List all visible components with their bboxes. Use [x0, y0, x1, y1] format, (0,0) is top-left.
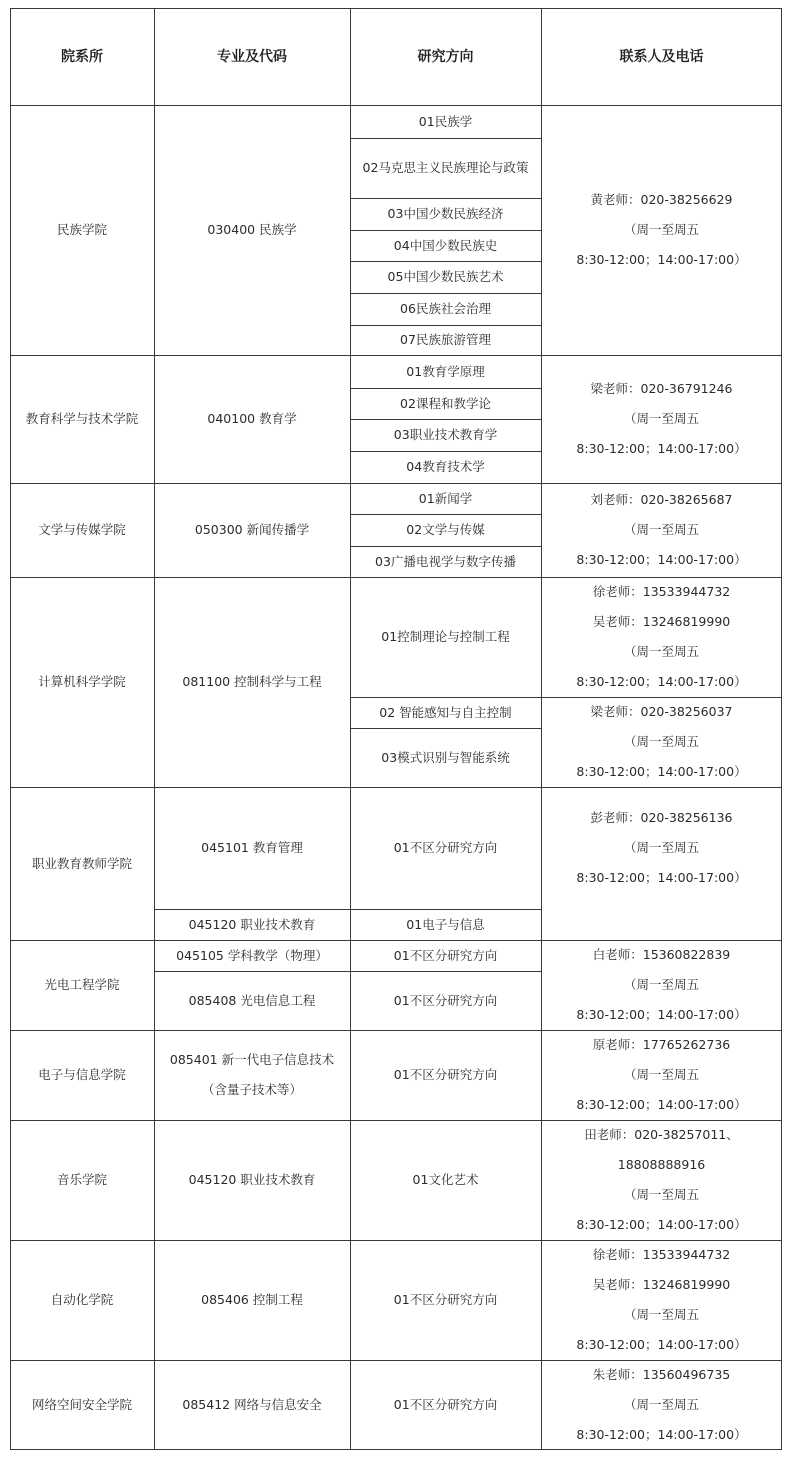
research-direction: 02 智能感知与自主控制 — [379, 704, 512, 720]
contact-line: 8:30-12:00；14:00-17:00） — [576, 252, 747, 267]
research-direction: 01电子与信息 — [406, 916, 485, 932]
research-direction: 07民族旅游管理 — [400, 332, 491, 347]
contact-line: 朱老师：13560496735 — [592, 1367, 731, 1382]
contact-info — [541, 483, 782, 577]
contact-line: 梁老师：020-38256037 — [590, 704, 733, 719]
college-name: 光电工程学院 — [44, 977, 120, 992]
contact-line: 吴老师：13246819990 — [592, 614, 731, 629]
college-name: 教育科学与技术学院 — [25, 411, 139, 426]
research-direction: 03广播电视学与数字传播 — [375, 553, 516, 569]
research-direction: 01不区分研究方向 — [393, 992, 498, 1008]
contact-line: 8:30-12:00；14:00-17:00） — [576, 764, 747, 779]
contact-line: （周一至周五 — [623, 411, 699, 426]
college-name: 计算机科学学院 — [38, 674, 126, 689]
contact-line: 8:30-12:00；14:00-17:00） — [576, 1097, 747, 1112]
contact-line: 原老师：17765262736 — [592, 1037, 731, 1052]
contact-line: （周一至周五 — [623, 522, 699, 537]
contact-line: 8:30-12:00；14:00-17:00） — [576, 552, 747, 567]
contact-line: （周一至周五 — [623, 840, 699, 855]
college-name: 电子与信息学院 — [38, 1067, 126, 1082]
contact-line: （周一至周五 — [623, 644, 699, 659]
major-code-name: 085412 网络与信息安全 — [182, 1397, 322, 1412]
contact-line: 8:30-12:00；14:00-17:00） — [576, 1337, 747, 1352]
header-major: 专业及代码 — [217, 48, 287, 65]
major-code-name: 085406 控制工程 — [201, 1292, 303, 1307]
research-direction: 01民族学 — [418, 113, 473, 129]
major-code-name: 045120 职业技术教育 — [188, 916, 316, 932]
contact-line: 田老师：020-38257011、 — [584, 1127, 739, 1142]
research-direction: 04中国少数民族史 — [393, 237, 498, 253]
contact-info — [541, 1360, 782, 1450]
contact-line: 徐老师：13533944732 — [592, 1247, 731, 1262]
research-direction: 03职业技术教育学 — [393, 427, 498, 442]
college-name: 音乐学院 — [56, 1172, 107, 1187]
research-direction: 01教育学原理 — [406, 363, 485, 379]
contact-line: 梁老师：020-36791246 — [590, 381, 733, 396]
contact-line: 刘老师：020-38265687 — [590, 492, 733, 507]
contact-info — [541, 787, 782, 909]
major-code-name: 050300 新闻传播学 — [194, 522, 310, 537]
research-direction: 01不区分研究方向 — [393, 1397, 498, 1412]
research-direction: 01控制理论与控制工程 — [381, 629, 510, 644]
research-direction: 01不区分研究方向 — [393, 840, 498, 855]
contact-info — [541, 697, 782, 787]
contact-line: （周一至周五 — [623, 734, 699, 749]
contact-line: （周一至周五 — [623, 222, 699, 237]
header-college: 院系所 — [61, 48, 103, 65]
college-name: 网络空间安全学院 — [31, 1397, 132, 1412]
contact-line: 8:30-12:00；14:00-17:00） — [576, 1217, 747, 1232]
contact-line: 吴老师：13246819990 — [592, 1277, 731, 1292]
contact-line: 18808888916 — [617, 1157, 706, 1172]
contact-info — [541, 355, 782, 483]
contact-line: 8:30-12:00；14:00-17:00） — [576, 674, 747, 689]
research-direction: 03中国少数民族经济 — [387, 206, 504, 221]
contact-info — [541, 1240, 782, 1360]
contact-line: 徐老师：13533944732 — [592, 584, 731, 599]
college-name: 自动化学院 — [50, 1292, 114, 1307]
research-direction: 05中国少数民族艺术 — [387, 269, 504, 284]
research-direction: 03模式识别与智能系统 — [381, 749, 510, 765]
major-code-name: 045101 教育管理 — [201, 840, 303, 855]
college-name: 文学与传媒学院 — [38, 522, 126, 537]
contact-line: （周一至周五 — [623, 1187, 699, 1202]
research-direction: 06民族社会治理 — [400, 301, 491, 316]
header-contact: 联系人及电话 — [619, 48, 704, 65]
contact-line: （周一至周五 — [623, 977, 699, 992]
contact-line: （周一至周五 — [623, 1067, 699, 1082]
contact-info — [541, 577, 782, 697]
research-direction: 01不区分研究方向 — [393, 1067, 498, 1082]
research-direction: 01新闻学 — [418, 490, 473, 506]
header-direction: 研究方向 — [417, 48, 474, 65]
contact-info — [541, 940, 782, 1030]
admissions-table — [10, 8, 782, 1450]
college-name: 民族学院 — [56, 222, 107, 237]
contact-line: 8:30-12:00；14:00-17:00） — [576, 870, 747, 885]
major-code-name: 081100 控制科学与工程 — [182, 674, 322, 689]
major-code-name: 040100 教育学 — [207, 411, 297, 426]
contact-line: （周一至周五 — [623, 1397, 699, 1412]
research-direction: 04教育技术学 — [406, 459, 485, 474]
contact-line: 黄老师：020-38256629 — [590, 192, 733, 207]
major-code-name: 030400 民族学 — [207, 222, 297, 237]
research-direction: 02马克思主义民族理论与政策 — [362, 160, 529, 175]
contact-line: 8:30-12:00；14:00-17:00） — [576, 1427, 747, 1442]
contact-info — [541, 1120, 782, 1240]
contact-info — [541, 105, 782, 355]
major-code-name: 045105 学科教学（物理） — [176, 947, 328, 963]
research-direction: 01文化艺术 — [412, 1172, 479, 1187]
contact-line: 白老师：15360822839 — [592, 947, 731, 962]
contact-line: 彭老师：020-38256136 — [590, 810, 733, 825]
major-code-name: 085408 光电信息工程 — [188, 992, 316, 1008]
contact-info — [541, 1030, 782, 1120]
contact-line: 8:30-12:00；14:00-17:00） — [576, 441, 747, 456]
college-name: 职业教育教师学院 — [31, 855, 132, 871]
major-code-name: 045120 职业技术教育 — [188, 1172, 316, 1187]
contact-line: 8:30-12:00；14:00-17:00） — [576, 1007, 747, 1022]
research-direction: 01不区分研究方向 — [393, 1292, 498, 1307]
research-direction: 02文学与传媒 — [406, 522, 485, 537]
major-code-name: 085401 新一代电子信息技术（含量子技术等） — [169, 1052, 335, 1097]
contact-line: （周一至周五 — [623, 1307, 699, 1322]
research-direction: 02课程和教学论 — [400, 395, 491, 411]
research-direction: 01不区分研究方向 — [393, 947, 498, 963]
